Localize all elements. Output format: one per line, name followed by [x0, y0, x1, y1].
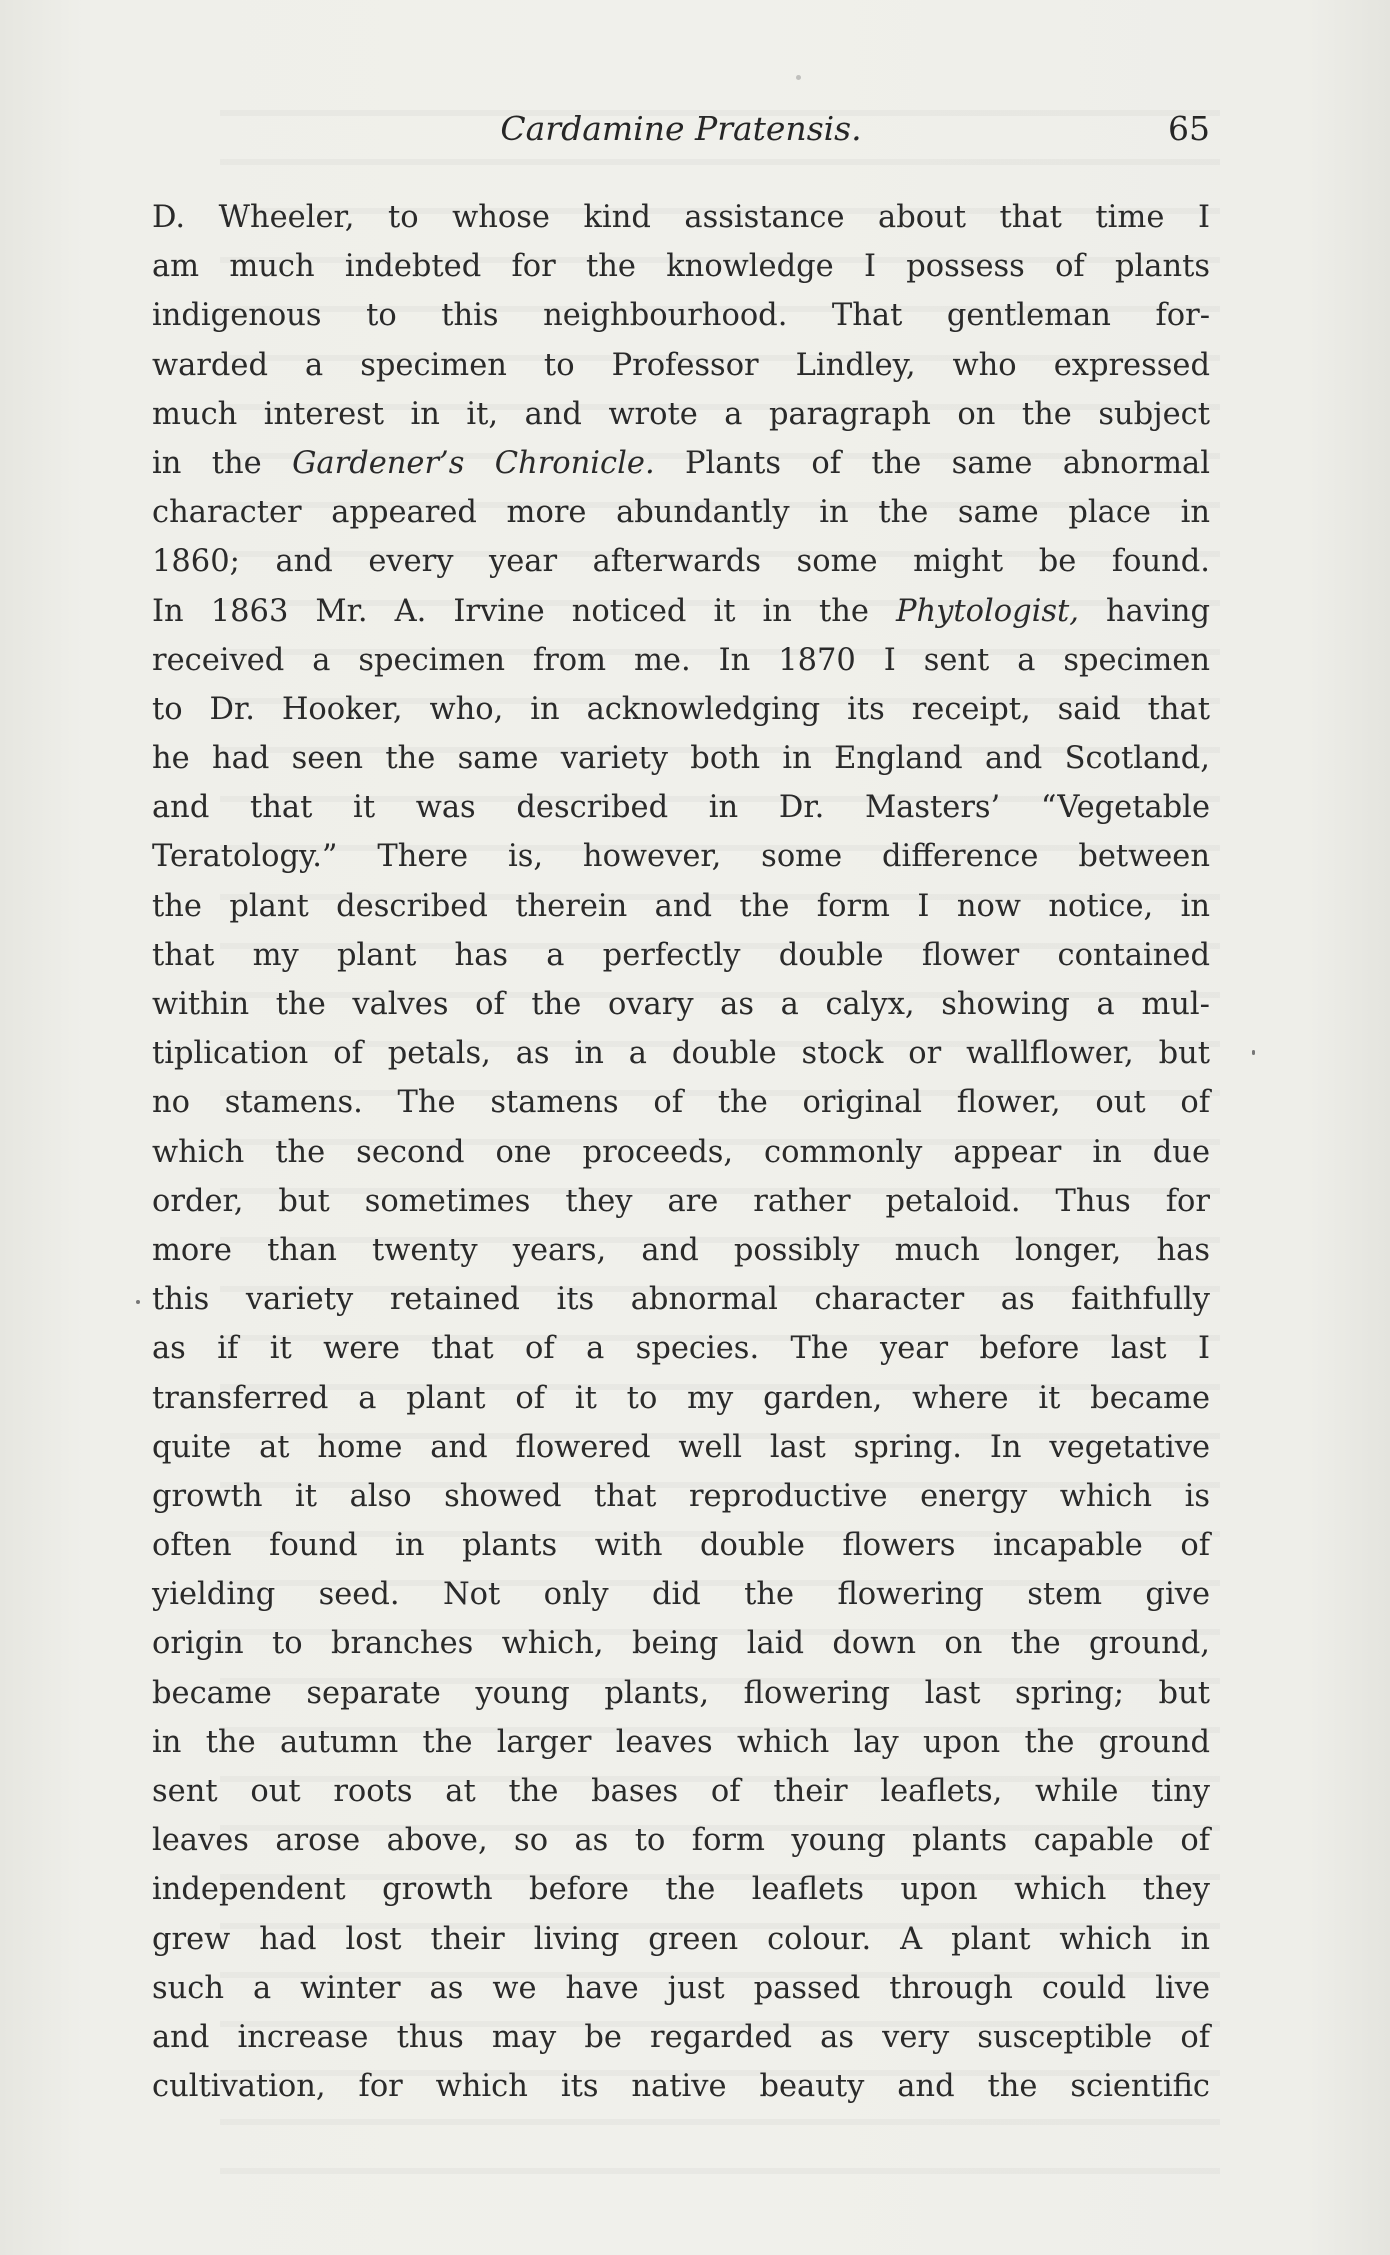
text-line: transferred a plant of it to my garden, where it became [152, 1380, 1210, 1416]
text-line [152, 587, 1210, 636]
text-line: that my plant has a perfectly double flower contained [152, 937, 1210, 973]
text-line: this variety retained its abnormal character as faithfully [152, 1282, 1210, 1318]
text-segment: in the [152, 445, 293, 481]
text-line: more than twenty years, and possibly much longer, has [152, 1232, 1210, 1268]
text-line: independent growth before the leaflets upon which they [152, 1872, 1210, 1908]
text-line: much interest in it, and wrote a paragraph on the subject [152, 396, 1210, 432]
text-line: received a specimen from me. In 1870 I sent a specimen [152, 642, 1210, 678]
text-line: cultivation, for which its native beauty and the scientific [152, 2069, 1210, 2105]
text-line: he had seen the same variety both in England and Scotland, [152, 741, 1210, 777]
text-line: 1860; and every year afterwards some might be found. [152, 544, 1210, 580]
text-line: origin to branches which, being laid down on the ground, [152, 1626, 1210, 1662]
text-line: Teratology.” There is, however, some difference between [152, 839, 1210, 875]
ink-speck [796, 75, 801, 80]
text-line [152, 439, 1210, 488]
text-line: such a winter as we have just passed through could live [152, 1970, 1210, 2006]
text-line: no stamens. The stamens of the original flower, out of [152, 1085, 1210, 1121]
text-line: grew had lost their living green colour. A plant which in [152, 1921, 1210, 1957]
italic-title: Phytologist, [895, 593, 1079, 629]
text-segment: having [1078, 593, 1210, 629]
page-number: 65 [1168, 109, 1210, 148]
ink-speck [136, 1300, 140, 1304]
text-line: indigenous to this neighbourhood. That gentleman for- [152, 298, 1210, 334]
text-line: the plant described therein and the form I now notice, in [152, 888, 1210, 924]
text-line: character appeared more abundantly in the same place in [152, 495, 1210, 531]
text-line: became separate young plants, flowering last spring; but [152, 1675, 1210, 1711]
text-line: tiplication of petals, as in a double stock or wallflower, but [152, 1036, 1210, 1072]
text-line: leaves arose above, so as to form young plants capable of [152, 1823, 1210, 1859]
running-title: Cardamine Pratensis. [500, 109, 862, 148]
ink-speck [1252, 1050, 1255, 1055]
text-line: am much indebted for the knowledge I possess of plants [152, 249, 1210, 285]
text-segment: In 1863 Mr. A. Irvine noticed it in the [152, 593, 896, 629]
body-paragraph [152, 193, 1210, 2111]
text-line: warded a specimen to Professor Lindley, who expressed [152, 347, 1210, 383]
text-segment: Plants of the same abnormal [654, 445, 1210, 481]
text-line: growth it also showed that reproductive energy which is [152, 1478, 1210, 1514]
text-line: order, but sometimes they are rather petaloid. Thus for [152, 1183, 1210, 1219]
text-line: as if it were that of a species. The year before last I [152, 1331, 1210, 1367]
text-line: within the valves of the ovary as a calyx, showing a mul- [152, 987, 1210, 1022]
text-line: sent out roots at the bases of their leaflets, while tiny [152, 1774, 1210, 1809]
italic-title: Gardener’s Chronicle. [292, 445, 655, 481]
text-line: D. Wheeler, to whose kind assistance about that time I [152, 200, 1210, 235]
text-line: and that it was described in Dr. Masters’ “Vegetable [152, 790, 1210, 826]
page-header [152, 105, 1210, 155]
text-line: and increase thus may be regarded as very susceptible of [152, 2019, 1210, 2055]
text-line: to Dr. Hooker, who, in acknowledging its receipt, said that [152, 691, 1210, 727]
text-line: yielding seed. Not only did the flowering stem give [152, 1577, 1210, 1613]
text-line: quite at home and flowered well last spring. In vegetative [152, 1429, 1210, 1465]
text-line: which the second one proceeds, commonly appear in due [152, 1134, 1210, 1170]
text-line: often found in plants with double flowers incapable of [152, 1528, 1210, 1564]
text-line: in the autumn the larger leaves which lay upon the ground [152, 1724, 1210, 1760]
